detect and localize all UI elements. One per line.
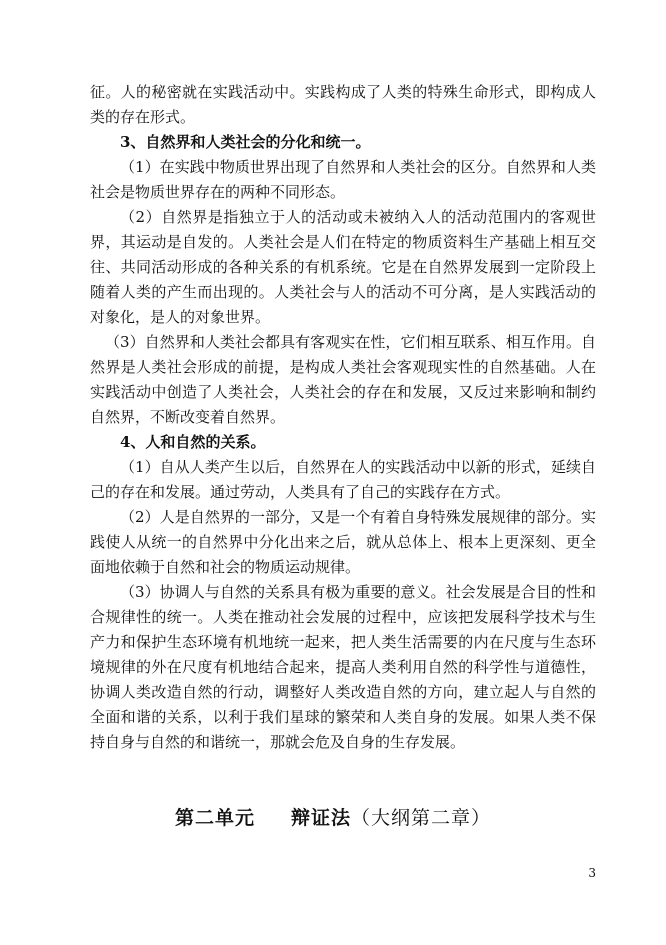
unit-title-sub: （大纲第二章）	[351, 807, 492, 829]
section-heading-3: 3、自然界和人类社会的分化和统一。	[120, 133, 371, 151]
paragraph-3-3: （3）自然界和人类社会都具有客观实在性，它们相互联系、相互作用。自然界是人类社会形成的前提，是构成人类社会客观现实性的自然基础。人在实践活动中创造了人类社会，人类社会的存在和发展，又反过来影响和制约自然界，不断改变着自然界。	[90, 333, 596, 426]
body-text	[90, 80, 596, 755]
paragraph-4-1: （1）自从人类产生以后，自然界在人的实践活动中以新的形式，延续自己的存在和发展。通过劳动，人类具有了自己的实践存在方式。	[90, 458, 596, 501]
unit-title-name: 辩证法	[290, 807, 351, 829]
paragraph-3-2: （2）自然界是指独立于人的活动或未被纳入人的活动范围内的客观世界，其运动是自发的。人类社会是人们在特定的物质资料生产基础上相互交往、共同活动形成的各种关系的有机系统。它是在自然界发展到一定阶段上随着人类的产生而出现的。人类社会与人的活动不可分离，是人实践活动的对象化，是人的对象世界。	[90, 208, 596, 326]
paragraph-4-2: （2）人是自然界的一部分，又是一个有着自身特殊发展规律的部分。实践使人从统一的自然界中分化出来之后，就从总体上、根本上更深刻、更全面地依赖于自然和社会的物质运动规律。	[90, 508, 596, 576]
page-number: 3	[588, 866, 596, 880]
unit-title	[0, 803, 666, 830]
paragraph-continuation: 征。人的秘密就在实践活动中。实践构成了人类的特殊生命形式，即构成人类的存在形式。	[90, 83, 596, 126]
paragraph-4-3: （3）协调人与自然的关系具有极为重要的意义。社会发展是合目的性和合规律性的统一。人类在推动社会发展的过程中，应该把发展科学技术与生产力和保护生态环境有机地统一起来，把人类生活需要的内在尺度与生态环境规律的外在尺度有机地结合起来，提高人类利用自然的科学性与道德性，协调人类改造自然的行动，调整好人类改造自然的方向，建立起人与自然的全面和谐的关系，以利于我们星球的繁荣和人类自身的发展。如果人类不保持自身与自然的和谐统一，那就会危及自身的生存发展。	[90, 583, 596, 751]
paragraph-3-1: （1）在实践中物质世界出现了自然界和人类社会的区分。自然界和人类社会是物质世界存在的两种不同形态。	[90, 158, 596, 201]
section-heading-4: 4、人和自然的关系。	[120, 433, 266, 451]
unit-title-main: 第二单元	[174, 807, 255, 829]
